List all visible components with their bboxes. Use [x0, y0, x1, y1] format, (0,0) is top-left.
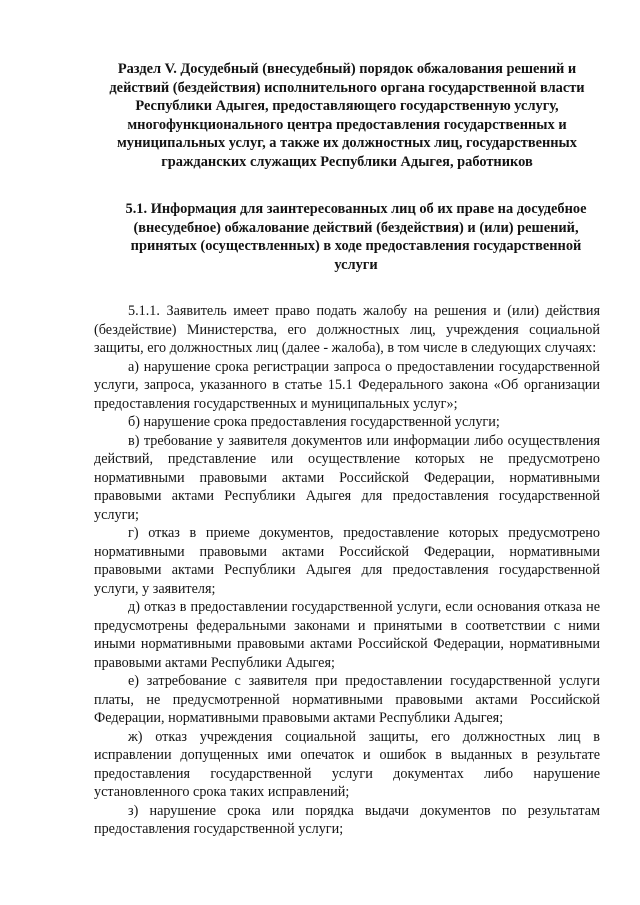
list-item-v: в) требование у заявителя документов или информации либо осуществления действий, представление или осуществление которых не предусмотрено нормативными правовыми актами Российской Федерации, нормативными правовыми актами Республики Адыгея для предоставления государственной услуги; [94, 432, 600, 523]
list-item-zh: ж) отказ учреждения социальной защиты, его должностных лиц в исправлении допущенных ими опечаток и ошибок в выданных в результате предоставления государственной услуги документах либо нарушение установленного срока таких исправлений; [94, 728, 600, 800]
list-item-b: б) нарушение срока предоставления государственной услуги; [128, 414, 500, 430]
body-text [94, 302, 600, 839]
subsection-title: 5.1. Информация для заинтересованных лиц об их праве на досудебное (внесудебное) обжалование действий (бездействия) и (или) решений, принятых (осуществленных) в ходе предоставления государственной услуги [125, 201, 587, 273]
list-item-d: д) отказ в предоставлении государственной услуги, если основания отказа не предусмотрены федеральными законами и принятыми в соответствии с ними иными нормативными правовыми актами Российской Федерации, нормативными правовыми актами Республики Адыгея; [94, 599, 600, 671]
paragraph-5-1-1: 5.1.1. Заявитель имеет право подать жалобу на решения и (или) действия (бездействие) Министерства, его должностных лиц, учреждения социальной защиты, его должностных лиц (далее - жалоба), в том числе в следующих случаях: [94, 303, 600, 356]
list-item-z: з) нарушение срока или порядка выдачи документов по результатам предоставления государственной услуги; [94, 802, 600, 837]
section-title: Раздел V. Досудебный (внесудебный) порядок обжалования решений и действий (бездействия) исполнительного органа государственной власти Республики Адыгея, предоставляющего государственную услугу, многофункционального центра предоставления государственных и муниципальных услуг, а также их должностных лиц, государственных гражданских служащих Республики Адыгея, работников [109, 61, 585, 170]
list-item-a: а) нарушение срока регистрации запроса о предоставлении государственной услуги, запроса, указанного в статье 15.1 Федерального закона «Об организации предоставления государственных и муниципальных услуг»; [94, 358, 600, 412]
list-item-e: е) затребование с заявителя при предоставлении государственной услуги платы, не предусмотренной нормативными правовыми актами Российской Федерации, нормативными правовыми актами Республики Адыгея; [94, 673, 600, 726]
list-item-g: г) отказ в приеме документов, предоставление которых предусмотрено нормативными правовыми актами Российской Федерации, нормативными правовыми актами Республики Адыгея для предоставления государственной услуги, у заявителя; [94, 525, 600, 597]
